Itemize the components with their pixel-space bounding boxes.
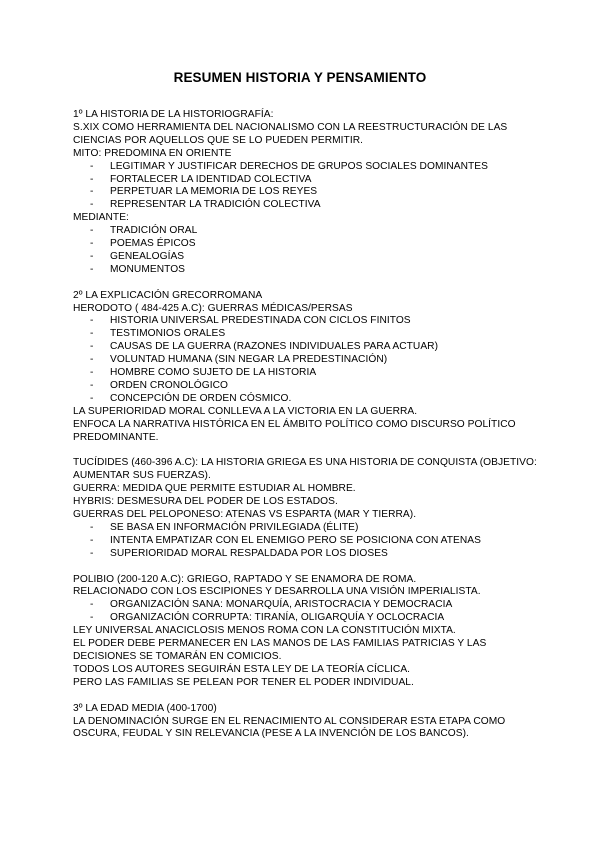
paragraph: TODOS LOS AUTORES SEGUIRÁN ESTA LEY DE LA TEORÍA CÍCLICA. bbox=[73, 663, 411, 675]
paragraph: MEDIANTE: bbox=[73, 212, 129, 224]
list-item: - CONCEPCIÓN DE ORDEN CÓSMICO. bbox=[73, 393, 543, 406]
paragraph: LEY UNIVERSAL ANACICLOSIS MENOS ROMA CON LA CONSTITUCIÓN MIXTA. bbox=[73, 625, 456, 637]
list-item: - ORGANIZACIÓN SANA: MONARQUÍA, ARISTOCRACIA Y DEMOCRACIA bbox=[73, 599, 543, 612]
bullet-list bbox=[73, 225, 543, 277]
list-item: - LEGITIMAR Y JUSTIFICAR DERECHOS DE GRUPOS SOCIALES DOMINANTES bbox=[73, 161, 543, 174]
paragraph: HERODOTO ( 484-425 A.C): GUERRAS MÉDICAS/PERSAS bbox=[73, 302, 353, 314]
list-item: - PERPETUAR LA MEMORIA DE LOS REYES bbox=[73, 186, 543, 199]
list-item: - VOLUNTAD HUMANA (SIN NEGAR LA PREDESTINACIÓN) bbox=[73, 354, 543, 367]
section-grecorromana bbox=[73, 290, 543, 445]
paragraph: PERO LAS FAMILIAS SE PELEAN POR TENER EL PODER INDIVIDUAL. bbox=[73, 676, 414, 688]
list-item: - HOMBRE COMO SUJETO DE LA HISTORIA bbox=[73, 367, 543, 380]
paragraph: MITO: PREDOMINA EN ORIENTE bbox=[73, 147, 232, 159]
bullet-list bbox=[73, 522, 543, 561]
paragraph: LA SUPERIORIDAD MORAL CONLLEVA A LA VICTORIA EN LA GUERRA. bbox=[73, 405, 418, 417]
bullet-list bbox=[73, 315, 543, 405]
list-item: - MONUMENTOS bbox=[73, 264, 543, 277]
bullet-list bbox=[73, 161, 543, 213]
section-heading: 2º LA EXPLICACIÓN GRECORROMANA bbox=[73, 289, 263, 301]
section-edad-media bbox=[73, 703, 543, 742]
list-item: - TRADICIÓN ORAL bbox=[73, 225, 543, 238]
list-item: - REPRESENTAR LA TRADICIÓN COLECTIVA bbox=[73, 199, 543, 212]
list-item: - HISTORIA UNIVERSAL PREDESTINADA CON CICLOS FINITOS bbox=[73, 315, 543, 328]
list-item: - SE BASA EN INFORMACIÓN PRIVILEGIADA (ÉLITE) bbox=[73, 522, 543, 535]
section-polibio bbox=[73, 574, 543, 690]
document-title: RESUMEN HISTORIA Y PENSAMIENTO bbox=[173, 70, 427, 85]
list-item: - ORGANIZACIÓN CORRUPTA: TIRANÍA, OLIGARQUÍA Y OCLOCRACIA bbox=[73, 612, 543, 625]
list-item: - INTENTA EMPATIZAR CON EL ENEMIGO PERO SE POSICIONA CON ATENAS bbox=[73, 535, 543, 548]
paragraph: POLIBIO (200-120 A.C): GRIEGO, RAPTADO Y SE ENAMORA DE ROMA. bbox=[73, 573, 417, 585]
paragraph: S.XIX COMO HERRAMIENTA DEL NACIONALISMO CON LA REESTRUCTURACIÓN DE LAS CIENCIAS POR AQUELLOS QUE SE LO PUEDEN PERMITIR. bbox=[73, 121, 508, 146]
section-heading: 1º LA HISTORIA DE LA HISTORIOGRAFÍA: bbox=[73, 109, 274, 120]
bullet-list bbox=[73, 599, 543, 625]
paragraph: TUCÍDIDES (460-396 A.C): LA HISTORIA GRIEGA ES UNA HISTORIA DE CONQUISTA (OBJETIVO: AUMENTAR SUS FUERZAS). bbox=[73, 457, 537, 482]
paragraph: HYBRIS: DESMESURA DEL PODER DE LOS ESTADOS. bbox=[73, 496, 338, 508]
list-item: - FORTALECER LA IDENTIDAD COLECTIVA bbox=[73, 174, 543, 187]
paragraph: EL PODER DEBE PERMANECER EN LAS MANOS DE LAS FAMILIAS PATRICIAS Y LAS DECISIONES SE TOMARÁN EN COMICIOS. bbox=[73, 638, 487, 663]
document-body bbox=[73, 109, 543, 741]
section-heading: 3º LA EDAD MEDIA (400-1700) bbox=[73, 702, 217, 714]
list-item: - CAUSAS DE LA GUERRA (RAZONES INDIVIDUALES PARA ACTUAR) bbox=[73, 341, 543, 354]
list-item: - TESTIMONIOS ORALES bbox=[73, 328, 543, 341]
paragraph: GUERRA: MEDIDA QUE PERMITE ESTUDIAR AL HOMBRE. bbox=[73, 483, 356, 495]
list-item: - ORDEN CRONOLÓGICO bbox=[73, 380, 543, 393]
section-historiography bbox=[73, 109, 543, 277]
list-item: - GENEALOGÍAS bbox=[73, 251, 543, 264]
list-item: - POEMAS ÉPICOS bbox=[73, 238, 543, 251]
paragraph: GUERRAS DEL PELOPONESO: ATENAS VS ESPARTA (MAR Y TIERRA). bbox=[73, 509, 417, 521]
section-tucidides bbox=[73, 457, 543, 560]
paragraph: RELACIONADO CON LOS ESCIPIONES Y DESARROLLA UNA VISIÓN IMPERIALISTA. bbox=[73, 586, 481, 598]
paragraph: ENFOCA LA NARRATIVA HISTÓRICA EN EL ÁMBITO POLÍTICO COMO DISCURSO POLÍTICO PREDOMINANTE. bbox=[73, 418, 516, 443]
list-item: - SUPERIORIDAD MORAL RESPALDADA POR LOS DIOSES bbox=[73, 548, 543, 561]
paragraph: LA DENOMINACIÓN SURGE EN EL RENACIMIENTO AL CONSIDERAR ESTA ETAPA COMO OSCURA, FEUDAL Y SIN RELEVANCIA (PESE A LA INVENCIÓN DE LOS BANCOS). bbox=[73, 715, 506, 740]
